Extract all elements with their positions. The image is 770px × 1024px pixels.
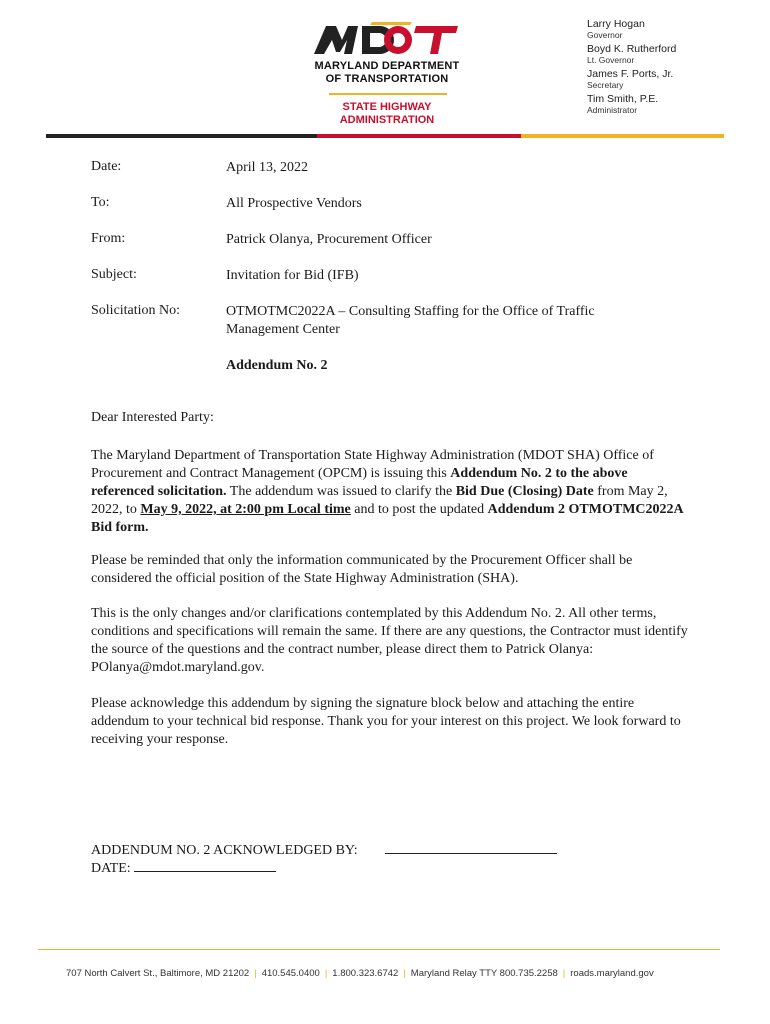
official-name: James F. Ports, Jr. [587, 68, 674, 80]
official-governor [587, 18, 676, 40]
official-name: Tim Smith, P.E. [587, 93, 659, 105]
ack-signature-field[interactable] [385, 839, 557, 854]
sig-date-field[interactable] [134, 857, 276, 872]
official-name: Boyd K. Rutherford [587, 43, 677, 55]
paragraph-2: Please be reminded that only the information communicated by the Procurement Officer shall be considered the official position of the State Highway Administration (SHA). [91, 553, 633, 586]
official-administrator [587, 93, 676, 115]
paragraph-1 [91, 447, 687, 537]
footer-phone: 410.545.0400 [261, 968, 320, 979]
footer-website-link[interactable]: roads.maryland.gov [570, 968, 654, 979]
to-label: To: [91, 195, 110, 210]
to-value: All Prospective Vendors [226, 196, 362, 211]
date-signature-line [91, 857, 691, 878]
official-title: Secretary [587, 80, 624, 90]
official-title: Lt. Governor [587, 55, 635, 65]
bar-segment-gold [521, 134, 724, 138]
subject-value: Invitation for Bid (IFB) [226, 268, 359, 283]
official-secretary [587, 68, 676, 90]
solicitation-value: OTMOTMC2022A – Consulting Staffing for the Office of Traffic Management Center [226, 304, 595, 337]
org-name-line2: OF TRANSPORTATION [325, 73, 449, 85]
ack-label: ADDENDUM NO. 2 ACKNOWLEDGED BY: [91, 843, 358, 858]
date-value: April 13, 2022 [226, 160, 309, 175]
p1-text: The addendum was issued to clarify the [226, 484, 456, 499]
p1-addendum-bold: Addendum No. 2 to the above referenced solicitation. [91, 466, 628, 499]
footer-divider [38, 949, 720, 950]
mdot-logo-mark-icon [312, 22, 462, 56]
official-lt-governor [587, 43, 676, 65]
logo-divider [329, 93, 447, 95]
org-name-line1: MARYLAND DEPARTMENT [314, 60, 460, 72]
p1-text: from May 2, 2022, to [91, 484, 668, 517]
addendum-title: Addendum No. 2 [226, 358, 328, 373]
from-value: Patrick Olanya, Procurement Officer [226, 232, 432, 247]
p1-bid-form: Addendum 2 OTMOTMC2022A Bid form. [91, 502, 683, 535]
p1-bid-due-bold: Bid Due (Closing) Date [455, 484, 594, 499]
sha-name-line1: STATE HIGHWAY [342, 101, 432, 113]
paragraph-3: This is the only changes and/or clarifications contemplated by this Addendum No. 2. All other terms, conditions and specifications will remain the same. If there are any questions, the Contractor must identify the source of the questions and the contract number, please direct them to Patrick Olanya: POlanya@mdot.maryland.gov. [91, 606, 688, 675]
footer-tollfree: 1.800.323.6742 [332, 968, 399, 979]
solicitation-label: Solicitation No: [91, 303, 181, 318]
official-title: Governor [587, 30, 623, 40]
official-name: Larry Hogan [587, 18, 645, 30]
p1-text: The Maryland Department of Transportation State Highway Administration (MDOT SHA) Office of Procurement and Contract Management (OPCM) is issuing this [91, 448, 654, 481]
date-label: Date: [91, 159, 122, 174]
paragraph-4: Please acknowledge this addendum by signing the signature block below and attaching the entire addendum to your technical bid response. Thank you for your interest on this project. We look forward to receiving your response. [91, 696, 681, 747]
subject-label: Subject: [91, 267, 137, 282]
footer-contact: 707 North Calvert St., Baltimore, MD 21202 | 410.545.0400 | 1.800.323.6742 | Maryland Relay TTY 800.735.2258 | roads.maryland.gov [66, 968, 654, 979]
from-label: From: [91, 231, 126, 246]
footer-address: 707 North Calvert St., Baltimore, MD 21202 [66, 968, 250, 979]
bar-segment-black [46, 134, 317, 138]
p1-new-date: May 9, 2022, at 2:00 pm Local time [140, 502, 351, 517]
bar-segment-red [317, 134, 520, 138]
mdot-logo [312, 22, 462, 127]
p1-text: and to post the updated [350, 502, 488, 517]
sig-date-label: DATE: [91, 861, 131, 876]
footer-relay: Maryland Relay TTY 800.735.2258 [410, 968, 558, 979]
officials-list [587, 18, 676, 118]
header-color-bar [46, 134, 724, 138]
official-title: Administrator [587, 105, 638, 115]
sha-name-line2: ADMINISTRATION [339, 114, 435, 126]
salutation: Dear Interested Party: [91, 410, 214, 425]
